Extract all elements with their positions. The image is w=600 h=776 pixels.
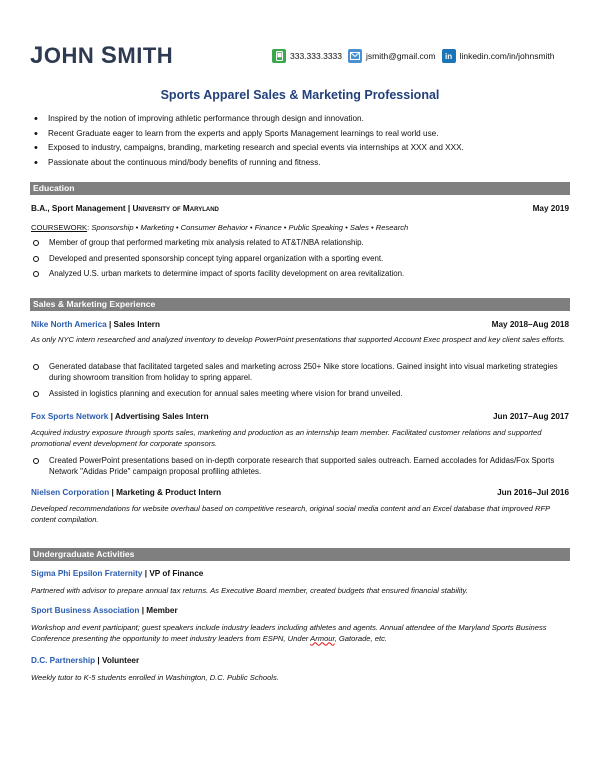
- job-description: Acquired industry exposure through sports sales, marketing and production as an internship team member. Facilitated customer relations and supported promotional event development for corporate sponsors.: [31, 428, 542, 448]
- job-role: Sales Intern: [113, 320, 160, 329]
- candidate-name: JOHN SMITH: [30, 42, 174, 69]
- phone-contact: [272, 49, 342, 63]
- activity-row: D.C. Partnership | Volunteer: [31, 656, 140, 665]
- summary-item: • Exposed to industry, campaigns, branding, marketing research and special events via internships at XXX and XXX.: [32, 141, 572, 156]
- job-description: As only NYC intern researched and analyzed inventory to develop PowerPoint presentations that supported Account Exec prospect and key client sales efforts.: [31, 335, 566, 344]
- activity-description: Partnered with advisor to prepare annual tax returns. As Executive Board member, created budgets that ensured financial stability.: [31, 586, 468, 595]
- spellcheck-flagged-word: Armour: [310, 633, 335, 643]
- experience-section-header: Sales & Marketing Experience: [30, 298, 570, 311]
- professional-headline: Sports Apparel Sales & Marketing Professional: [160, 88, 440, 102]
- phone-number: 333.333.3333: [290, 51, 342, 61]
- coursework-label: COURSEWORK: [31, 223, 88, 232]
- job-role: Marketing & Product Intern: [116, 488, 222, 497]
- summary-list: [32, 112, 572, 170]
- activity-org: Sport Business Association: [31, 606, 140, 615]
- job-row: Fox Sports Network | Advertising Sales Intern Jun 2017–Aug 2017: [31, 412, 569, 421]
- email-contact[interactable]: [348, 49, 436, 63]
- activity-description: Weekly tutor to K-5 students enrolled in Washington, D.C. Public Schools.: [31, 673, 279, 682]
- job-bullets: [31, 362, 569, 406]
- school: University of Maryland: [132, 204, 219, 213]
- job-bullet: Assisted in logistics planning and execution for annual sales meeting where vision for brand unveiled.: [31, 389, 569, 400]
- phone-icon: [272, 49, 286, 63]
- degree: B.A., Sport Management: [31, 204, 126, 213]
- job-bullets: [31, 456, 569, 483]
- linkedin-contact[interactable]: [442, 49, 555, 63]
- job-org: Nielsen Corporation: [31, 488, 110, 497]
- activity-row: Sport Business Association | Member: [31, 606, 178, 615]
- job-role: Advertising Sales Intern: [114, 412, 209, 421]
- education-date: May 2019: [532, 204, 569, 213]
- education-bullets: [31, 238, 569, 286]
- job-date: May 2018–Aug 2018: [491, 320, 569, 329]
- envelope-icon: [348, 49, 362, 63]
- activity-role: Member: [146, 606, 178, 615]
- summary-item: • Passionate about the continuous mind/body benefits of running and fitness.: [32, 156, 572, 171]
- linkedin-url[interactable]: linkedin.com/in/johnsmith: [459, 51, 555, 61]
- coursework-line: COURSEWORK: Sponsorship • Marketing • Consumer Behavior • Finance • Public Speaking • Sales • Research: [31, 223, 409, 232]
- coursework-items: Sponsorship • Marketing • Consumer Behavior • Finance • Public Speaking • Sales • Research: [91, 223, 409, 232]
- job-date: Jun 2016–Jul 2016: [497, 488, 569, 497]
- education-row: [31, 204, 569, 213]
- summary-item: • Inspired by the notion of improving athletic performance through design and innovation.: [32, 112, 572, 127]
- job-bullet: Generated database that facilitated targeted sales and marketing across 250+ Nike store locations. Gained insight into visual marketing strategies during showroom transition from holiday to spring apparel.: [31, 362, 569, 383]
- job-date: Jun 2017–Aug 2017: [492, 412, 569, 421]
- contact-info: [272, 49, 555, 63]
- activities-section-header: Undergraduate Activities: [30, 548, 570, 561]
- activity-role: VP of Finance: [149, 569, 204, 578]
- education-section-header: Education: [30, 182, 570, 195]
- job-description: Developed recommendations for website overhaul based on competitive research, original social media content and an Excel database that improved RFP content compilation.: [31, 504, 550, 524]
- job-bullet: Created PowerPoint presentations based on in-depth corporate research that supported sales outreach. Earned accolades for Adidas/Fox Sports Network "Adidas Pride" campaign proposal profiling athletes.: [31, 456, 569, 477]
- activity-org: Sigma Phi Epsilon Fraternity: [31, 569, 143, 578]
- activity-role: Volunteer: [102, 656, 140, 665]
- education-bullet: Developed and presented sponsorship concept tying apparel organization with a sporting event.: [31, 254, 569, 265]
- activity-org: D.C. Partnership: [31, 656, 96, 665]
- summary-item: • Recent Graduate eager to learn from the experts and apply Sports Management learnings to real world use.: [32, 127, 572, 142]
- education-bullet: Member of group that performed marketing mix analysis related to AT&T/NBA relationship.: [31, 238, 569, 249]
- degree-line: B.A., Sport Management | University of Maryland: [31, 204, 219, 213]
- job-row: Nike North America | Sales Intern May 2018–Aug 2018: [31, 320, 569, 329]
- job-org: Fox Sports Network: [31, 412, 109, 421]
- job-org: Nike North America: [31, 320, 107, 329]
- education-bullet: Analyzed U.S. urban markets to determine impact of sports facility development on area revitalization.: [31, 269, 569, 280]
- activity-description: Workshop and event participant; guest speakers include industry leaders including athletes and agents. Annual attendee of the Maryland Sports Business Conference presenting the opportunity to meet industry leaders from ESPN, Under Armour, Gatorade, etc.: [31, 623, 547, 643]
- email-address[interactable]: jsmith@gmail.com: [366, 51, 436, 61]
- linkedin-icon: in: [442, 49, 456, 63]
- job-row: Nielsen Corporation | Marketing & Product Intern Jun 2016–Jul 2016: [31, 488, 569, 497]
- activity-row: Sigma Phi Epsilon Fraternity | VP of Finance: [31, 569, 204, 578]
